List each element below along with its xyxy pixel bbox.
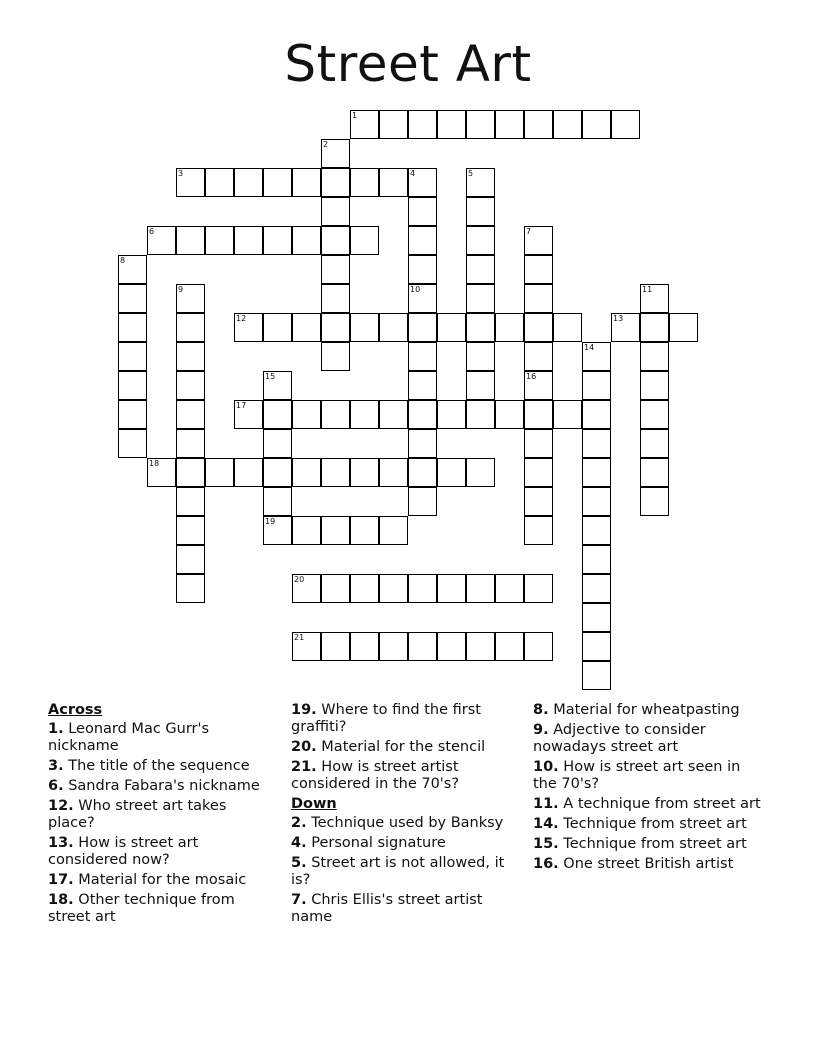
clue-item	[48, 872, 276, 889]
clue-item	[533, 702, 761, 719]
grid-cell[interactable]	[495, 110, 524, 139]
grid-cell[interactable]	[176, 458, 205, 487]
clue-number: 21	[294, 633, 305, 642]
grid-cell[interactable]	[495, 632, 524, 661]
grid-cell[interactable]	[147, 226, 176, 255]
grid-cell[interactable]	[582, 371, 611, 400]
grid-cell[interactable]	[176, 342, 205, 371]
clue-item-number: 15.	[533, 836, 559, 852]
clue-number: 11	[642, 285, 653, 294]
grid-cell[interactable]	[640, 487, 669, 516]
grid-cell[interactable]	[176, 429, 205, 458]
grid-cell[interactable]	[321, 226, 350, 255]
grid-cell[interactable]	[234, 226, 263, 255]
clue-item-text: Technique used by Banksy	[306, 815, 504, 831]
clue-number: 14	[584, 343, 595, 352]
grid-cell[interactable]	[611, 110, 640, 139]
grid-cell[interactable]	[176, 284, 205, 313]
clue-item-text: How is street art considered now?	[48, 835, 199, 868]
clue-item-text: Chris Ellis's street artist name	[291, 892, 483, 925]
grid-cell[interactable]	[466, 255, 495, 284]
grid-cell[interactable]	[553, 400, 582, 429]
grid-cell[interactable]	[350, 226, 379, 255]
grid-cell[interactable]	[408, 342, 437, 371]
clue-item-text: How is street art seen in the 70's?	[533, 759, 741, 792]
grid-cell[interactable]	[263, 429, 292, 458]
grid-cell[interactable]	[582, 603, 611, 632]
grid-cell[interactable]	[234, 168, 263, 197]
grid-cell[interactable]	[437, 110, 466, 139]
grid-cell[interactable]	[205, 168, 234, 197]
clue-item	[48, 721, 276, 755]
grid-cell[interactable]	[466, 226, 495, 255]
grid-cell[interactable]	[524, 487, 553, 516]
grid-cell[interactable]	[524, 400, 553, 429]
clue-item-text: Technique from street art	[558, 816, 747, 832]
grid-cell[interactable]	[640, 458, 669, 487]
grid-cell[interactable]	[582, 545, 611, 574]
clue-number: 16	[526, 372, 537, 381]
grid-cell[interactable]	[466, 284, 495, 313]
grid-cell[interactable]	[466, 342, 495, 371]
clue-item-text: How is street artist considered in the 70's?	[291, 759, 460, 792]
grid-cell[interactable]	[466, 197, 495, 226]
grid-cell[interactable]	[495, 400, 524, 429]
grid-cell[interactable]	[321, 400, 350, 429]
grid-cell[interactable]	[582, 574, 611, 603]
grid-cell[interactable]	[466, 371, 495, 400]
grid-cell[interactable]	[408, 284, 437, 313]
clue-item-text: Material for wheatpasting	[548, 702, 740, 718]
grid-cell[interactable]	[321, 574, 350, 603]
grid-cell[interactable]	[495, 574, 524, 603]
grid-cell[interactable]	[292, 516, 321, 545]
grid-cell[interactable]	[524, 371, 553, 400]
clue-number: 6	[149, 227, 155, 236]
clue-item-number: 2.	[291, 815, 307, 831]
grid-cell[interactable]	[321, 197, 350, 226]
clue-number: 5	[468, 169, 474, 178]
grid-cell[interactable]	[350, 313, 379, 342]
grid-cell[interactable]	[118, 429, 147, 458]
clue-item	[291, 702, 519, 736]
clue-item-number: 5.	[291, 855, 307, 871]
clue-number: 15	[265, 372, 276, 381]
grid-cell[interactable]	[466, 313, 495, 342]
grid-cell[interactable]	[176, 226, 205, 255]
grid-cell[interactable]	[582, 516, 611, 545]
grid-cell[interactable]	[408, 313, 437, 342]
grid-cell[interactable]	[176, 400, 205, 429]
grid-cell[interactable]	[263, 313, 292, 342]
clue-number: 3	[178, 169, 184, 178]
grid-cell[interactable]	[176, 313, 205, 342]
clue-item	[533, 759, 761, 793]
clue-item	[291, 855, 519, 889]
grid-cell[interactable]	[640, 371, 669, 400]
clue-item-text: Street art is not allowed, it is?	[291, 855, 505, 888]
grid-cell[interactable]	[611, 313, 640, 342]
grid-cell[interactable]	[176, 168, 205, 197]
grid-cell[interactable]	[582, 661, 611, 690]
grid-cell[interactable]	[118, 313, 147, 342]
grid-cell[interactable]	[176, 574, 205, 603]
grid-cell[interactable]	[292, 226, 321, 255]
clues-column-1	[48, 702, 276, 929]
clue-number: 12	[236, 314, 247, 323]
grid-cell[interactable]	[553, 313, 582, 342]
clue-item-number: 17.	[48, 872, 74, 888]
clue-item-number: 9.	[533, 722, 549, 738]
clue-number: 17	[236, 401, 247, 410]
clue-number: 1	[352, 111, 358, 120]
clue-item-number: 16.	[533, 856, 559, 872]
clue-item	[48, 892, 276, 926]
grid-cell[interactable]	[524, 226, 553, 255]
grid-cell[interactable]	[263, 226, 292, 255]
grid-cell[interactable]	[408, 487, 437, 516]
clue-item	[291, 835, 519, 852]
clue-item	[48, 798, 276, 832]
clue-item-text: Where to find the first graffiti?	[291, 702, 481, 735]
clue-item	[48, 835, 276, 869]
grid-cell[interactable]	[408, 255, 437, 284]
grid-cell[interactable]	[379, 632, 408, 661]
grid-cell[interactable]	[640, 313, 669, 342]
grid-cell[interactable]	[234, 400, 263, 429]
grid-cell[interactable]	[118, 255, 147, 284]
grid-cell[interactable]	[408, 400, 437, 429]
grid-cell[interactable]	[582, 632, 611, 661]
grid-cell[interactable]	[524, 632, 553, 661]
grid-cell[interactable]	[292, 168, 321, 197]
clue-item-number: 7.	[291, 892, 307, 908]
clue-item-text: Other technique from street art	[48, 892, 235, 925]
grid-cell[interactable]	[350, 516, 379, 545]
grid-cell[interactable]	[582, 487, 611, 516]
clue-number: 13	[613, 314, 624, 323]
grid-cell[interactable]	[669, 313, 698, 342]
grid-cell[interactable]	[234, 313, 263, 342]
grid-cell[interactable]	[466, 574, 495, 603]
clue-number: 9	[178, 285, 184, 294]
grid-cell[interactable]	[321, 313, 350, 342]
grid-cell[interactable]	[176, 371, 205, 400]
grid-cell[interactable]	[321, 168, 350, 197]
grid-cell[interactable]	[524, 342, 553, 371]
grid-cell[interactable]	[466, 400, 495, 429]
grid-cell[interactable]	[321, 284, 350, 313]
clue-item	[291, 815, 519, 832]
clue-number: 2	[323, 140, 329, 149]
grid-cell[interactable]	[466, 110, 495, 139]
clue-item-text: Material for the stencil	[316, 739, 486, 755]
grid-cell[interactable]	[350, 168, 379, 197]
grid-cell[interactable]	[205, 226, 234, 255]
clue-item-number: 18.	[48, 892, 74, 908]
grid-cell[interactable]	[321, 516, 350, 545]
down-heading: Down	[291, 796, 337, 812]
grid-cell[interactable]	[408, 168, 437, 197]
clue-item-number: 3.	[48, 758, 64, 774]
clue-item-number: 11.	[533, 796, 559, 812]
grid-cell[interactable]	[379, 516, 408, 545]
grid-cell[interactable]	[118, 400, 147, 429]
grid-cell[interactable]	[553, 110, 582, 139]
grid-cell[interactable]	[292, 632, 321, 661]
clue-number: 7	[526, 227, 532, 236]
clue-item-number: 10.	[533, 759, 559, 775]
grid-cell[interactable]	[524, 255, 553, 284]
grid-cell[interactable]	[147, 458, 176, 487]
grid-cell[interactable]	[176, 516, 205, 545]
grid-cell[interactable]	[437, 632, 466, 661]
grid-cell[interactable]	[263, 516, 292, 545]
grid-cell[interactable]	[466, 458, 495, 487]
clue-item-number: 19.	[291, 702, 317, 718]
clue-item-text: Technique from street art	[558, 836, 747, 852]
grid-cell[interactable]	[466, 632, 495, 661]
clue-item-text: The title of the sequence	[63, 758, 250, 774]
clue-item-text: Personal signature	[306, 835, 446, 851]
grid-cell[interactable]	[640, 400, 669, 429]
grid-cell[interactable]	[524, 516, 553, 545]
grid-cell[interactable]	[292, 313, 321, 342]
clue-item-number: 1.	[48, 721, 64, 737]
grid-cell[interactable]	[582, 400, 611, 429]
grid-cell[interactable]	[408, 226, 437, 255]
grid-cell[interactable]	[437, 313, 466, 342]
clue-number: 18	[149, 459, 160, 468]
clue-number: 10	[410, 285, 421, 294]
grid-cell[interactable]	[118, 284, 147, 313]
grid-cell[interactable]	[379, 168, 408, 197]
clue-item	[533, 856, 761, 873]
grid-cell[interactable]	[350, 458, 379, 487]
grid-cell[interactable]	[379, 313, 408, 342]
grid-cell[interactable]	[263, 458, 292, 487]
clue-item-text: Who street art takes place?	[48, 798, 227, 831]
clue-item-number: 6.	[48, 778, 64, 794]
grid-cell[interactable]	[524, 110, 553, 139]
grid-cell[interactable]	[582, 429, 611, 458]
clue-item	[48, 758, 276, 775]
grid-cell[interactable]	[524, 284, 553, 313]
clue-item	[291, 759, 519, 793]
grid-cell[interactable]	[321, 255, 350, 284]
clue-item-text: Material for the mosaic	[73, 872, 247, 888]
clue-number: 4	[410, 169, 416, 178]
grid-cell[interactable]	[408, 458, 437, 487]
grid-cell[interactable]	[408, 110, 437, 139]
grid-cell[interactable]	[582, 458, 611, 487]
clue-item-number: 20.	[291, 739, 317, 755]
clue-item	[533, 836, 761, 853]
clues-column-2	[291, 702, 519, 929]
grid-cell[interactable]	[292, 400, 321, 429]
grid-cell[interactable]	[176, 487, 205, 516]
grid-cell[interactable]	[437, 400, 466, 429]
grid-cell[interactable]	[524, 313, 553, 342]
grid-cell[interactable]	[118, 342, 147, 371]
grid-cell[interactable]	[582, 110, 611, 139]
clue-item	[533, 796, 761, 813]
grid-cell[interactable]	[350, 110, 379, 139]
grid-cell[interactable]	[408, 429, 437, 458]
grid-cell[interactable]	[350, 632, 379, 661]
grid-cell[interactable]	[437, 458, 466, 487]
clue-number: 8	[120, 256, 126, 265]
grid-cell[interactable]	[408, 632, 437, 661]
clue-item-number: 14.	[533, 816, 559, 832]
grid-cell[interactable]	[524, 574, 553, 603]
grid-cell[interactable]	[263, 400, 292, 429]
grid-cell[interactable]	[292, 458, 321, 487]
clue-item-text: One street British artist	[558, 856, 734, 872]
grid-cell[interactable]	[321, 139, 350, 168]
grid-cell[interactable]	[176, 545, 205, 574]
grid-cell[interactable]	[640, 284, 669, 313]
grid-cell[interactable]	[640, 429, 669, 458]
grid-cell[interactable]	[495, 313, 524, 342]
grid-cell[interactable]	[437, 574, 466, 603]
grid-cell[interactable]	[350, 574, 379, 603]
grid-cell[interactable]	[263, 371, 292, 400]
clue-item	[48, 778, 276, 795]
clue-item-text: Leonard Mac Gurr's nickname	[48, 721, 210, 754]
clue-item-text: Adjective to consider nowadays street art	[533, 722, 706, 755]
grid-cell[interactable]	[379, 110, 408, 139]
clue-item	[291, 739, 519, 756]
grid-cell[interactable]	[321, 342, 350, 371]
grid-cell[interactable]	[379, 574, 408, 603]
grid-cell[interactable]	[524, 429, 553, 458]
grid-cell[interactable]	[321, 632, 350, 661]
across-heading: Across	[48, 702, 103, 718]
grid-cell[interactable]	[408, 197, 437, 226]
clue-item-number: 8.	[533, 702, 549, 718]
grid-cell[interactable]	[205, 458, 234, 487]
grid-cell[interactable]	[640, 342, 669, 371]
grid-cell[interactable]	[466, 168, 495, 197]
grid-cell[interactable]	[408, 574, 437, 603]
grid-cell[interactable]	[234, 458, 263, 487]
clue-item-text: A technique from street art	[558, 796, 761, 812]
grid-cell[interactable]	[379, 400, 408, 429]
clue-item-number: 21.	[291, 759, 317, 775]
clue-item-number: 4.	[291, 835, 307, 851]
grid-cell[interactable]	[292, 574, 321, 603]
grid-cell[interactable]	[118, 371, 147, 400]
clue-item-text: Sandra Fabara's nickname	[63, 778, 260, 794]
grid-cell[interactable]	[350, 400, 379, 429]
grid-cell[interactable]	[582, 342, 611, 371]
clue-number: 20	[294, 575, 305, 584]
clue-item	[533, 816, 761, 833]
grid-cell[interactable]	[263, 487, 292, 516]
page-title: Street Art	[284, 35, 532, 93]
clues-column-3	[533, 702, 761, 876]
clue-item-number: 12.	[48, 798, 74, 814]
clue-number: 19	[265, 517, 276, 526]
grid-cell[interactable]	[263, 168, 292, 197]
grid-cell[interactable]	[408, 371, 437, 400]
clue-item	[291, 892, 519, 926]
clue-item	[533, 722, 761, 756]
grid-cell[interactable]	[524, 458, 553, 487]
clue-item-number: 13.	[48, 835, 74, 851]
grid-cell[interactable]	[321, 458, 350, 487]
grid-cell[interactable]	[379, 458, 408, 487]
